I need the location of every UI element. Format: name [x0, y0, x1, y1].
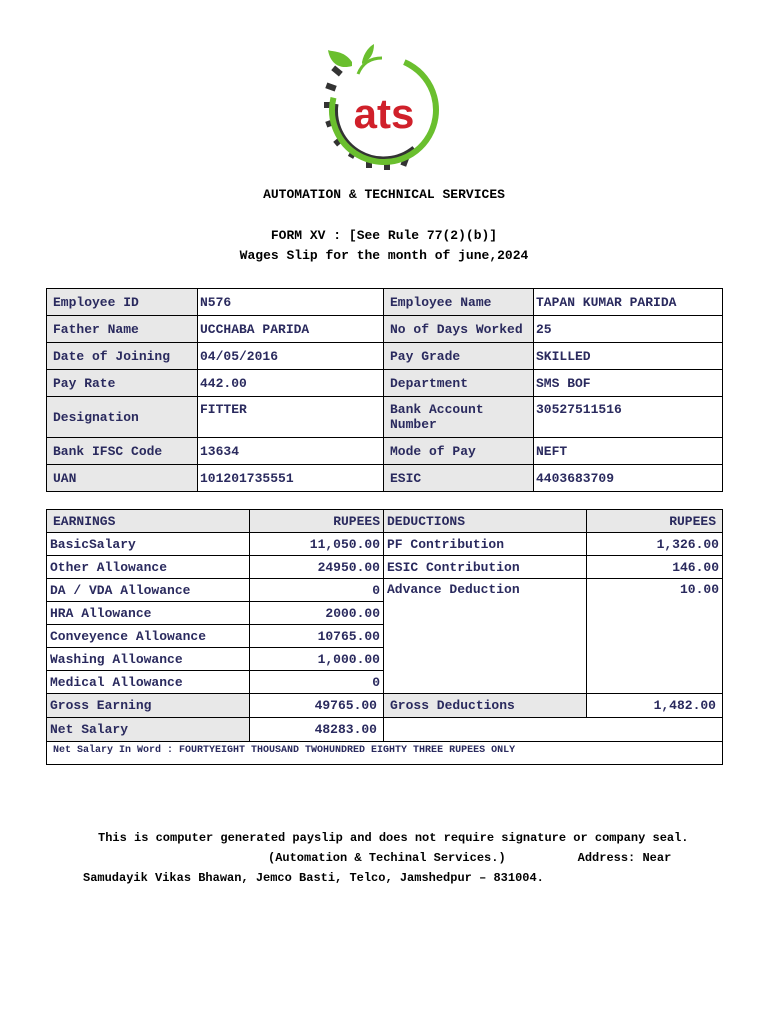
info-label: Date of Joining [47, 343, 198, 370]
info-label: Mode of Pay [384, 438, 534, 465]
footer-company-address: (Automation & Techinal Services.) Address: Near [268, 851, 672, 865]
info-row [47, 370, 723, 397]
table-row [47, 533, 723, 556]
info-row [47, 438, 723, 465]
info-value: 101201735551 [198, 465, 384, 492]
earning-amount: 0 [250, 579, 384, 602]
info-value: 4403683709 [534, 465, 723, 492]
net-row [47, 718, 723, 742]
info-value: 442.00 [198, 370, 384, 397]
info-label: Bank Account Number [384, 397, 534, 438]
earning-label: DA / VDA Allowance [47, 579, 250, 602]
info-label: UAN [47, 465, 198, 492]
info-row [47, 316, 723, 343]
earning-amount: 2000.00 [250, 602, 384, 625]
info-value: SKILLED [534, 343, 723, 370]
earning-amount: 0 [250, 671, 384, 694]
info-label: Bank IFSC Code [47, 438, 198, 465]
info-label: ESIC [384, 465, 534, 492]
net-empty-cell [384, 718, 723, 742]
info-label: Employee ID [47, 289, 198, 316]
info-label: Pay Rate [47, 370, 198, 397]
footer-disclaimer: This is computer generated payslip and does not require signature or company seal. [98, 831, 689, 845]
earning-label: Medical Allowance [47, 671, 250, 694]
gross-deductions-amount: 1,482.00 [587, 694, 723, 718]
earning-label: BasicSalary [47, 533, 250, 556]
net-salary-in-words: Net Salary In Word : FOURTYEIGHT THOUSAND TWOHUNDRED EIGHTY THREE RUPEES ONLY [47, 742, 723, 765]
info-value: TAPAN KUMAR PARIDA [534, 289, 723, 316]
info-row [47, 465, 723, 492]
earning-label: HRA Allowance [47, 602, 250, 625]
gross-row [47, 694, 723, 718]
earning-amount: 10765.00 [250, 625, 384, 648]
deduction-amount: 1,326.00 [587, 533, 723, 556]
form-title: FORM XV : [See Rule 77(2)(b)] [270, 228, 498, 243]
table-row [47, 556, 723, 579]
slip-title: Wages Slip for the month of june,2024 [239, 248, 529, 263]
rupees-header: RUPEES [587, 510, 723, 533]
info-label: Employee Name [384, 289, 534, 316]
gross-earning-label: Gross Earning [47, 694, 250, 718]
company-logo [322, 44, 446, 172]
company-name: AUTOMATION & TECHNICAL SERVICES [263, 187, 505, 202]
info-row [47, 397, 723, 438]
info-label: Designation [47, 397, 198, 438]
info-value: N576 [198, 289, 384, 316]
gross-deductions-label: Gross Deductions [384, 694, 587, 718]
deduction-label: ESIC Contribution [384, 556, 587, 579]
info-row [47, 289, 723, 316]
logo-text: ats [353, 90, 415, 137]
net-salary-label: Net Salary [47, 718, 250, 742]
employee-info-table [46, 288, 723, 492]
earning-amount: 11,050.00 [250, 533, 384, 556]
deduction-amount: 10.00 [587, 579, 723, 694]
info-value: 04/05/2016 [198, 343, 384, 370]
info-label: Pay Grade [384, 343, 534, 370]
in-words-row [47, 742, 723, 765]
earnings-header: EARNINGS [47, 510, 250, 533]
info-value: UCCHABA PARIDA [198, 316, 384, 343]
info-value: 13634 [198, 438, 384, 465]
earning-amount: 1,000.00 [250, 648, 384, 671]
deduction-amount: 146.00 [587, 556, 723, 579]
table-row [47, 579, 723, 602]
gross-earning-amount: 49765.00 [250, 694, 384, 718]
info-row [47, 343, 723, 370]
info-value: FITTER [198, 397, 384, 438]
info-label: Father Name [47, 316, 198, 343]
earning-label: Washing Allowance [47, 648, 250, 671]
info-value: NEFT [534, 438, 723, 465]
info-label: No of Days Worked [384, 316, 534, 343]
info-value: 30527511516 [534, 397, 723, 438]
info-value: SMS BOF [534, 370, 723, 397]
earning-label: Other Allowance [47, 556, 250, 579]
header-row [47, 510, 723, 533]
info-label: Department [384, 370, 534, 397]
earning-amount: 24950.00 [250, 556, 384, 579]
earning-label: Conveyence Allowance [47, 625, 250, 648]
deductions-header: DEDUCTIONS [384, 510, 587, 533]
info-value: 25 [534, 316, 723, 343]
rupees-header: RUPEES [250, 510, 384, 533]
footer-address: Samudayik Vikas Bhawan, Jemco Basti, Telco, Jamshedpur – 831004. [83, 871, 544, 885]
deduction-label: Advance Deduction [384, 579, 587, 694]
earnings-deductions-table [46, 509, 723, 765]
deduction-label: PF Contribution [384, 533, 587, 556]
net-salary-amount: 48283.00 [250, 718, 384, 742]
